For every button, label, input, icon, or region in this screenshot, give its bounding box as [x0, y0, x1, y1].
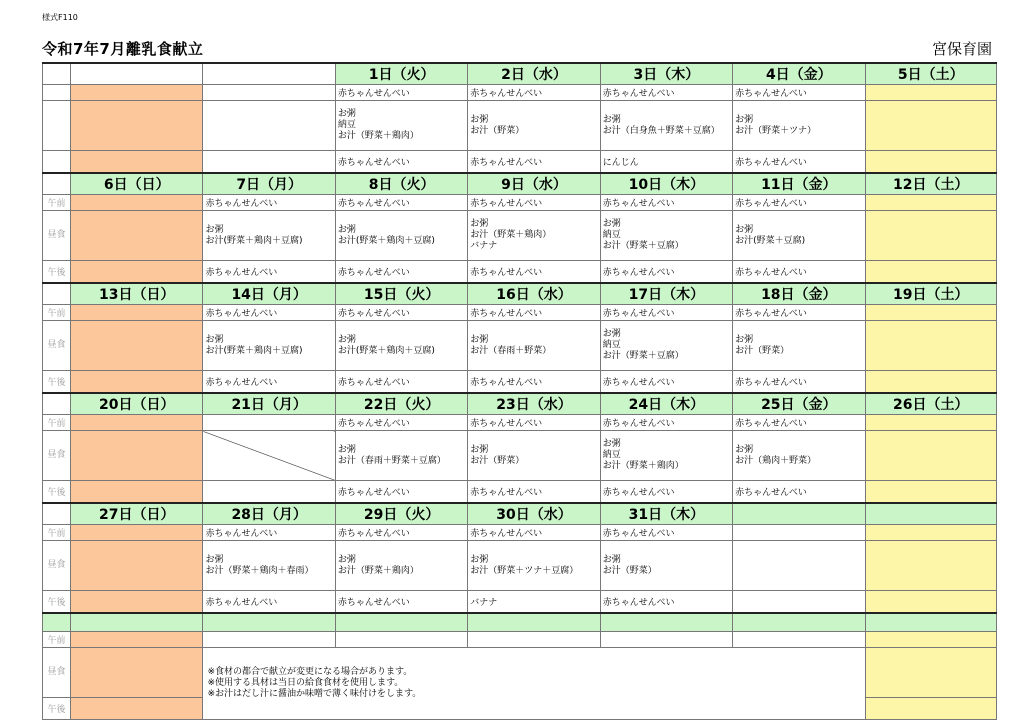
menu-line: お汁(野菜＋鶏肉＋豆腐)	[337, 345, 435, 356]
afternoon-row	[43, 371, 997, 394]
lunch-menu-cell	[733, 211, 865, 261]
morning-snack-cell: 赤ちゃんせんべい	[335, 525, 467, 541]
lunch-menu-cell	[468, 431, 600, 481]
saturday-cell	[865, 698, 996, 720]
date-header-cell: 16日（水）	[468, 283, 600, 305]
morning-row	[43, 525, 997, 541]
date-header-cell: 8日（火）	[335, 173, 467, 195]
morning-snack-cell	[71, 195, 203, 211]
lunch-menu-cell	[71, 211, 203, 261]
afternoon-snack-cell	[203, 481, 335, 504]
menu-line: 納豆	[602, 230, 621, 240]
lunch-menu-cell	[468, 211, 600, 261]
afternoon-row	[43, 591, 997, 614]
afternoon-snack-cell	[71, 371, 203, 394]
date-header-cell	[203, 63, 335, 85]
date-header-cell: 21日（月）	[203, 393, 335, 415]
morning-snack-cell: 赤ちゃんせんべい	[468, 415, 600, 431]
lunch-row	[43, 541, 997, 591]
row-label-afternoon: 午後	[43, 371, 71, 394]
afternoon-snack-cell: 赤ちゃんせんべい	[733, 261, 865, 284]
date-header-cell: 9日（水）	[468, 173, 600, 195]
morning-snack-cell	[865, 415, 996, 431]
lunch-menu-cell	[600, 101, 732, 151]
date-header-cell: 19日（土）	[865, 283, 996, 305]
row-label-lunch	[43, 211, 71, 261]
menu-line: お汁（野菜）	[735, 345, 790, 356]
date-header-cell: 17日（木）	[600, 283, 732, 305]
lunch-menu-cell	[203, 211, 335, 261]
morning-snack-cell	[733, 525, 865, 541]
form-code: 様式F110	[42, 13, 78, 22]
morning-snack-cell: 赤ちゃんせんべい	[468, 525, 600, 541]
date-header-cell: 18日（金）	[733, 283, 865, 305]
date-header-cell: 3日（木）	[600, 63, 732, 85]
menu-line: お粥	[602, 554, 621, 565]
row-label-morning: 午前	[43, 415, 71, 431]
date-header-cell: 25日（金）	[733, 393, 865, 415]
morning-snack-cell: 赤ちゃんせんべい	[203, 195, 335, 211]
morning-snack-cell: 赤ちゃんせんべい	[733, 305, 865, 321]
empty-header-cell	[43, 613, 71, 632]
afternoon-snack-cell: 赤ちゃんせんべい	[600, 591, 732, 614]
page-title: 令和7年7月離乳食献立	[42, 40, 204, 58]
date-header-cell: 15日（火）	[335, 283, 467, 305]
afternoon-snack-cell: 赤ちゃんせんべい	[335, 591, 467, 614]
lunch-menu-cell	[733, 541, 865, 591]
afternoon-snack-cell: 赤ちゃんせんべい	[203, 591, 335, 614]
afternoon-snack-cell: にんじん	[600, 151, 732, 174]
menu-line: お汁(野菜＋鶏肉＋豆腐)	[205, 345, 303, 356]
afternoon-snack-cell: 赤ちゃんせんべい	[468, 261, 600, 284]
week-header-row	[43, 283, 997, 305]
row-label-morning: 午前	[43, 305, 71, 321]
morning-snack-cell	[865, 305, 996, 321]
afternoon-row	[43, 481, 997, 504]
row-label-morning: 午前	[43, 195, 71, 211]
menu-line: お粥	[735, 224, 754, 235]
morning-snack-cell	[71, 85, 203, 101]
lunch-row	[43, 101, 997, 151]
date-header-cell: 1日（火）	[335, 63, 467, 85]
date-header-cell: 27日（日）	[71, 503, 203, 525]
afternoon-snack-cell: 赤ちゃんせんべい	[335, 151, 467, 174]
lunch-menu-cell	[203, 541, 335, 591]
header-blank-cell	[43, 503, 71, 525]
lunch-menu-cell	[865, 321, 996, 371]
morning-snack-cell: 赤ちゃんせんべい	[733, 85, 865, 101]
menu-line: お粥	[205, 224, 224, 235]
lunch-menu-cell	[600, 211, 732, 261]
menu-line: お粥	[470, 219, 489, 229]
menu-table	[42, 62, 997, 720]
morning-row	[43, 415, 997, 431]
sunday-cell	[71, 648, 203, 698]
afternoon-snack-cell: 赤ちゃんせんべい	[203, 371, 335, 394]
lunch-menu-cell	[335, 101, 467, 151]
date-header-cell: 5日（土）	[865, 63, 996, 85]
morning-snack-cell	[203, 415, 335, 431]
date-header-cell: 10日（木）	[600, 173, 732, 195]
lunch-menu-cell	[71, 101, 203, 151]
saturday-cell	[865, 632, 996, 648]
header-blank-cell	[43, 63, 71, 85]
menu-line: お粥	[602, 114, 621, 125]
date-header-cell: 24日（木）	[600, 393, 732, 415]
date-header-cell: 13日（日）	[71, 283, 203, 305]
morning-snack-cell	[71, 525, 203, 541]
afternoon-snack-cell: 赤ちゃんせんべい	[335, 371, 467, 394]
menu-line: お汁（野菜＋ツナ＋豆腐）	[470, 565, 579, 576]
lunch-menu-cell	[865, 101, 996, 151]
morning-snack-cell	[865, 195, 996, 211]
empty-header-cell	[865, 613, 996, 632]
morning-snack-cell	[203, 85, 335, 101]
date-header-cell: 7日（月）	[203, 173, 335, 195]
empty-header-cell	[733, 613, 865, 632]
header-blank-cell	[43, 393, 71, 415]
morning-snack-cell: 赤ちゃんせんべい	[600, 525, 732, 541]
lunch-menu-cell	[468, 321, 600, 371]
menu-line: お粥	[602, 439, 621, 449]
row-label-lunch: 昼食	[43, 648, 71, 698]
note-line: ※食材の都合で献立が変更になる場合があります。	[207, 667, 413, 677]
row-label-am: 午前	[43, 632, 71, 648]
morning-snack-cell	[865, 525, 996, 541]
menu-line: お粥	[735, 334, 754, 345]
afternoon-snack-cell: 赤ちゃんせんべい	[600, 481, 732, 504]
lunch-menu-cell	[71, 431, 203, 481]
date-header-cell: 22日（火）	[335, 393, 467, 415]
blank-cell	[733, 632, 865, 648]
morning-row	[43, 195, 997, 211]
morning-snack-cell	[865, 85, 996, 101]
menu-line: お粥	[337, 224, 356, 235]
afternoon-snack-cell	[865, 151, 996, 174]
date-header-cell: 4日（金）	[733, 63, 865, 85]
morning-snack-cell: 赤ちゃんせんべい	[600, 415, 732, 431]
afternoon-snack-cell: 赤ちゃんせんべい	[733, 481, 865, 504]
menu-line: お汁（野菜）	[602, 565, 657, 576]
lunch-menu-cell	[865, 211, 996, 261]
menu-line: 昼食	[47, 340, 66, 350]
header-blank-cell	[43, 173, 71, 195]
afternoon-snack-cell	[865, 481, 996, 504]
afternoon-snack-cell: 赤ちゃんせんべい	[335, 481, 467, 504]
row-label-afternoon	[43, 151, 71, 174]
row-label-pm: 午後	[43, 698, 71, 720]
afternoon-snack-cell	[865, 261, 996, 284]
afternoon-snack-cell: 赤ちゃんせんべい	[468, 151, 600, 174]
week-header-row	[43, 503, 997, 525]
row-label-lunch	[43, 101, 71, 151]
lunch-menu-cell	[865, 431, 996, 481]
afternoon-snack-cell: 赤ちゃんせんべい	[335, 261, 467, 284]
blank-cell	[600, 632, 732, 648]
date-header-cell: 30日（水）	[468, 503, 600, 525]
menu-line: お汁（春雨＋野菜）	[470, 345, 552, 356]
menu-line: お粥	[735, 444, 754, 455]
menu-line: お汁（野菜＋鶏肉）	[470, 230, 552, 240]
menu-line: お粥	[337, 554, 356, 565]
lunch-menu-cell	[71, 321, 203, 371]
morning-row	[43, 85, 997, 101]
menu-line: 納豆	[602, 450, 621, 460]
menu-line: お汁(野菜＋鶏肉＋豆腐)	[205, 235, 303, 246]
menu-line: 納豆	[337, 120, 356, 130]
menu-line: お汁（白身魚＋野菜＋豆腐）	[602, 125, 720, 136]
date-header-cell: 2日（水）	[468, 63, 600, 85]
organization-name: 宮保育園	[931, 40, 992, 58]
menu-line: 昼食	[47, 230, 66, 240]
afternoon-snack-cell: 赤ちゃんせんべい	[600, 371, 732, 394]
lunch-menu-cell	[335, 321, 467, 371]
empty-header-cell	[71, 613, 203, 632]
afternoon-row	[43, 151, 997, 174]
notes-block-row	[43, 648, 997, 698]
menu-line: 納豆	[602, 340, 621, 350]
afternoon-snack-cell	[865, 591, 996, 614]
sunday-cell	[71, 698, 203, 720]
sunday-cell	[71, 632, 203, 648]
morning-row	[43, 305, 997, 321]
week-header-row	[43, 393, 997, 415]
lunch-menu-cell	[733, 431, 865, 481]
saturday-cell	[865, 648, 996, 698]
week-header-row	[43, 63, 997, 85]
afternoon-snack-cell	[203, 151, 335, 174]
lunch-menu-cell	[203, 101, 335, 151]
empty-header-cell	[600, 613, 732, 632]
menu-line: お粥	[205, 334, 224, 345]
note-line: ※使用する具材は当日の給食食材を使用します。	[207, 678, 404, 688]
morning-snack-cell: 赤ちゃんせんべい	[335, 305, 467, 321]
header-blank-cell	[43, 283, 71, 305]
row-label-lunch	[43, 431, 71, 481]
lunch-menu-cell	[733, 321, 865, 371]
lunch-menu-cell	[335, 211, 467, 261]
menu-line: お粥	[470, 554, 489, 565]
menu-line: お汁（野菜）	[470, 125, 525, 136]
blank-cell	[468, 632, 600, 648]
menu-line: お汁（野菜＋豆腐）	[602, 241, 684, 251]
date-header-cell: 28日（月）	[203, 503, 335, 525]
note-line: ※お汁はだし汁に醤油か味噌で薄く味付けをします。	[207, 689, 422, 699]
afternoon-snack-cell: バナナ	[468, 591, 600, 614]
morning-snack-cell: 赤ちゃんせんべい	[468, 305, 600, 321]
menu-line: お汁（野菜＋豆腐）	[602, 351, 684, 361]
week-header-row	[43, 173, 997, 195]
afternoon-snack-cell	[71, 151, 203, 174]
date-header-cell: 20日（日）	[71, 393, 203, 415]
menu-line: お汁（春雨＋野菜＋豆腐）	[337, 455, 446, 466]
menu-line: お粥	[205, 554, 224, 565]
menu-line: お汁（野菜＋鶏肉）	[602, 461, 684, 471]
morning-snack-cell: 赤ちゃんせんべい	[335, 415, 467, 431]
afternoon-snack-cell	[865, 371, 996, 394]
empty-header-cell	[203, 613, 335, 632]
menu-line: お粥	[735, 114, 754, 125]
morning-snack-cell	[71, 305, 203, 321]
menu-line: お粥	[602, 329, 621, 339]
afternoon-row	[43, 261, 997, 284]
afternoon-snack-cell	[71, 591, 203, 614]
date-header-cell: 26日（土）	[865, 393, 996, 415]
menu-line: バナナ	[470, 241, 498, 251]
afternoon-snack-cell: 赤ちゃんせんべい	[733, 371, 865, 394]
date-header-cell: 29日（火）	[335, 503, 467, 525]
lunch-menu-cell	[203, 321, 335, 371]
lunch-row	[43, 211, 997, 261]
lunch-menu-cell	[71, 541, 203, 591]
menu-line: お汁（野菜＋鶏肉＋春雨）	[205, 565, 314, 576]
afternoon-snack-cell	[71, 261, 203, 284]
menu-line: お汁（野菜＋鶏肉）	[337, 565, 419, 576]
morning-snack-cell: 赤ちゃんせんべい	[203, 305, 335, 321]
morning-snack-cell: 赤ちゃんせんべい	[203, 525, 335, 541]
lunch-row	[43, 431, 997, 481]
menu-line: お汁(野菜＋豆腐)	[735, 235, 806, 246]
lunch-menu-cell	[335, 541, 467, 591]
notes-cell	[203, 648, 865, 720]
menu-line: お粥	[337, 444, 356, 455]
lunch-menu-cell	[865, 541, 996, 591]
date-header-cell: 14日（月）	[203, 283, 335, 305]
row-label-afternoon: 午後	[43, 261, 71, 284]
lunch-menu-cell	[468, 101, 600, 151]
menu-line: 昼食	[47, 560, 66, 570]
date-header-cell: 31日（木）	[600, 503, 732, 525]
morning-snack-cell: 赤ちゃんせんべい	[600, 195, 732, 211]
menu-line: お汁(野菜＋鶏肉＋豆腐)	[337, 235, 435, 246]
date-header-cell	[865, 503, 996, 525]
menu-line: お汁（野菜）	[470, 455, 525, 466]
date-header-cell: 12日（土）	[865, 173, 996, 195]
menu-line: 昼食	[47, 450, 66, 460]
afternoon-snack-cell: 赤ちゃんせんべい	[733, 151, 865, 174]
morning-snack-cell: 赤ちゃんせんべい	[335, 85, 467, 101]
date-header-cell: 23日（水）	[468, 393, 600, 415]
afternoon-snack-cell: 赤ちゃんせんべい	[468, 371, 600, 394]
row-label-morning: 午前	[43, 525, 71, 541]
date-header-cell	[71, 63, 203, 85]
menu-line: お粥	[470, 334, 489, 345]
afternoon-snack-cell: 赤ちゃんせんべい	[468, 481, 600, 504]
blank-cell	[203, 632, 335, 648]
notes-block-row	[43, 632, 997, 648]
notes-header-row	[43, 613, 997, 632]
menu-line: お粥	[470, 114, 489, 125]
row-label-lunch	[43, 541, 71, 591]
menu-line: お粥	[602, 219, 621, 229]
lunch-menu-cell	[600, 321, 732, 371]
morning-snack-cell: 赤ちゃんせんべい	[335, 195, 467, 211]
row-label-morning	[43, 85, 71, 101]
row-label-afternoon: 午後	[43, 481, 71, 504]
blank-cell	[335, 632, 467, 648]
morning-snack-cell	[71, 415, 203, 431]
morning-snack-cell: 赤ちゃんせんべい	[733, 415, 865, 431]
morning-snack-cell: 赤ちゃんせんべい	[468, 85, 600, 101]
date-header-cell	[733, 503, 865, 525]
morning-snack-cell: 赤ちゃんせんべい	[733, 195, 865, 211]
date-header-cell: 11日（金）	[733, 173, 865, 195]
row-label-lunch	[43, 321, 71, 371]
morning-snack-cell: 赤ちゃんせんべい	[468, 195, 600, 211]
afternoon-snack-cell: 赤ちゃんせんべい	[600, 261, 732, 284]
afternoon-snack-cell	[71, 481, 203, 504]
afternoon-snack-cell	[733, 591, 865, 614]
lunch-menu-cell	[468, 541, 600, 591]
menu-line: お粥	[470, 444, 489, 455]
menu-line: お汁（野菜＋鶏肉）	[337, 131, 419, 141]
date-header-cell: 6日（日）	[71, 173, 203, 195]
empty-header-cell	[335, 613, 467, 632]
menu-line: お汁（鶏肉＋野菜）	[735, 455, 817, 466]
lunch-menu-cell	[335, 431, 467, 481]
afternoon-snack-cell: 赤ちゃんせんべい	[203, 261, 335, 284]
lunch-row	[43, 321, 997, 371]
row-label-afternoon: 午後	[43, 591, 71, 614]
morning-snack-cell: 赤ちゃんせんべい	[600, 305, 732, 321]
empty-header-cell	[468, 613, 600, 632]
menu-line: お粥	[337, 109, 356, 119]
lunch-menu-cell	[600, 541, 732, 591]
menu-line: お汁（野菜＋ツナ）	[735, 125, 817, 136]
lunch-menu-cell	[203, 431, 335, 481]
morning-snack-cell: 赤ちゃんせんべい	[600, 85, 732, 101]
lunch-menu-cell	[733, 101, 865, 151]
menu-line: お粥	[337, 334, 356, 345]
lunch-menu-cell	[600, 431, 732, 481]
